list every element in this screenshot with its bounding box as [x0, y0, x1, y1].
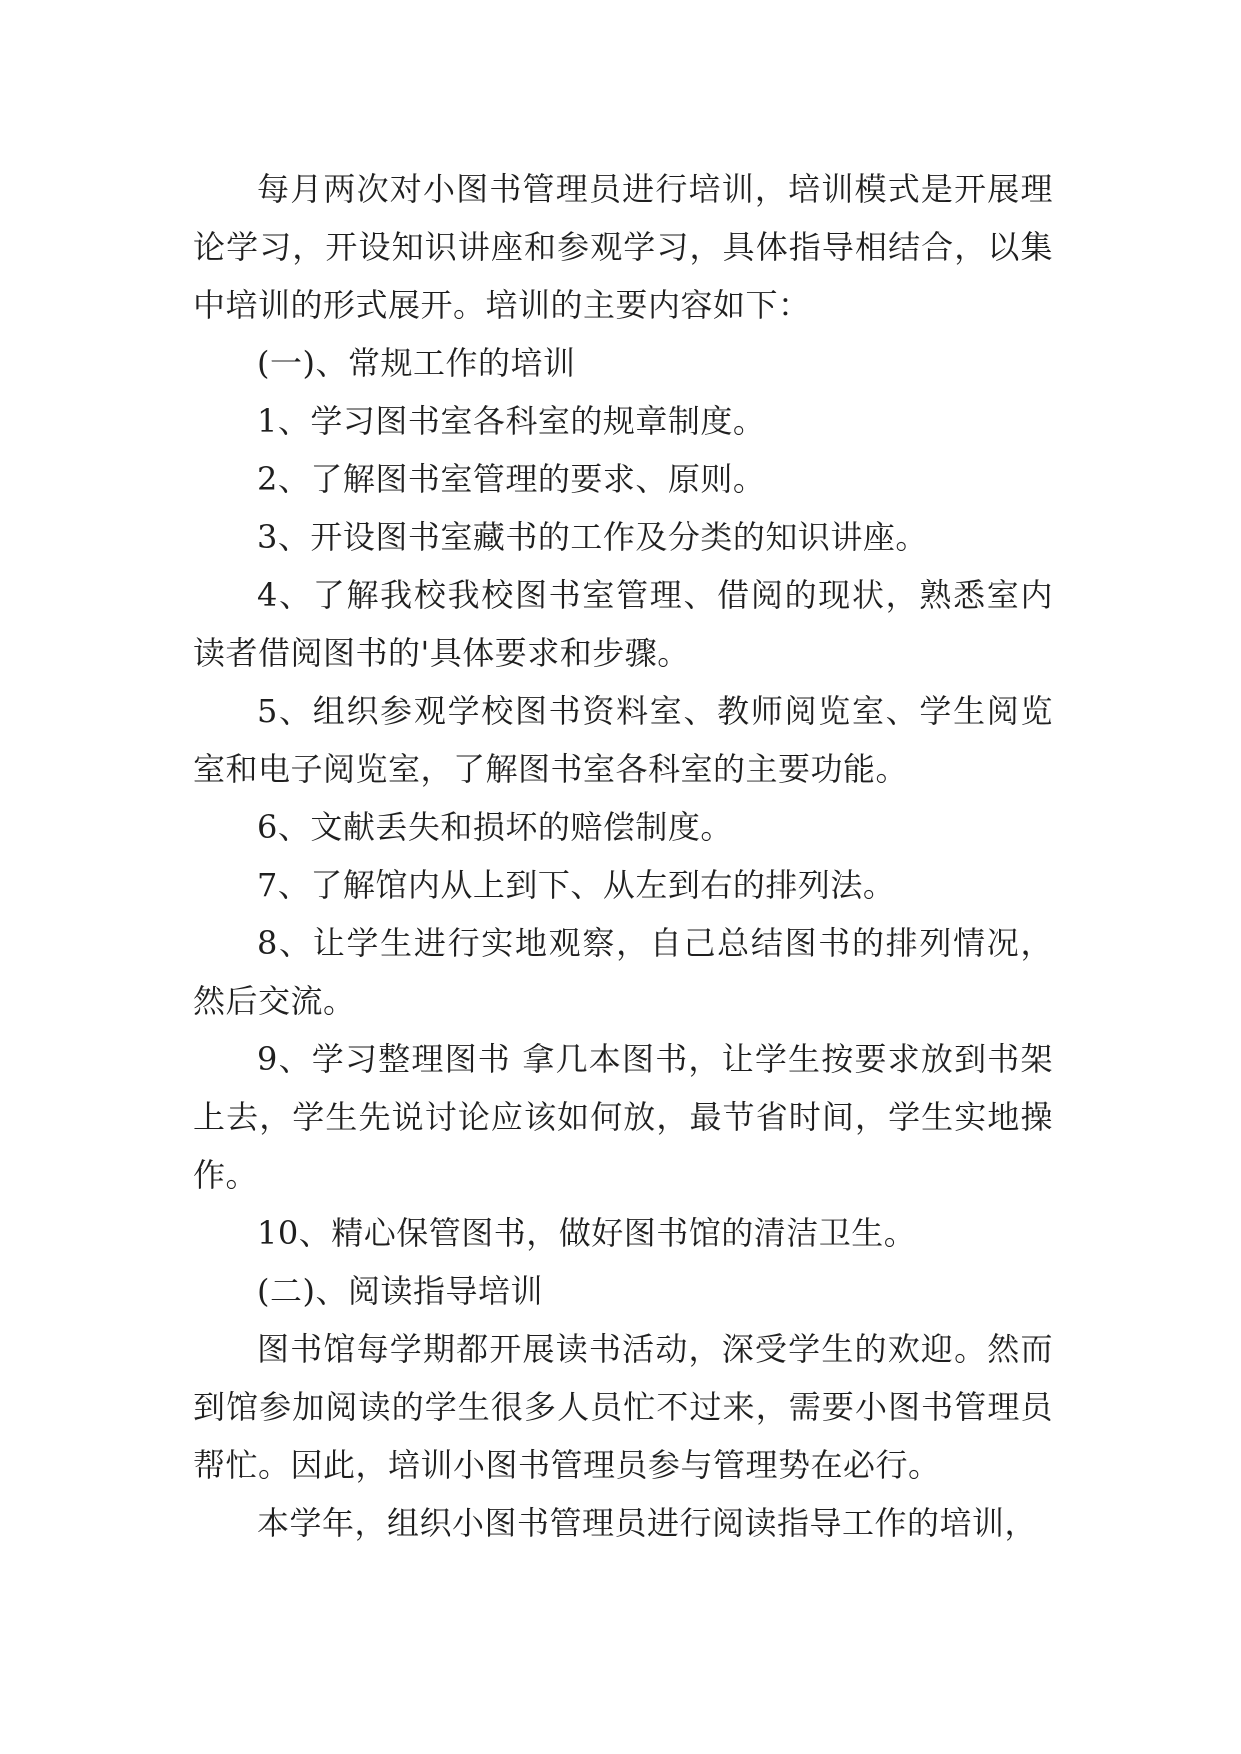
- list-item-9: 9、学习整理图书 拿几本图书，让学生按要求放到书架上去，学生先说讨论应该如何放，最节省时间，学生实地操作。: [193, 1040, 1053, 1194]
- document-body: [193, 160, 1053, 1552]
- list-item-10: 10、精心保管图书，做好图书馆的清洁卫生。: [257, 1214, 917, 1252]
- list-item-6: 6、文献丢失和损坏的赔偿制度。: [257, 808, 733, 846]
- list-item-2: 2、了解图书室管理的要求、原则。: [257, 460, 766, 498]
- list-item-1: 1、学习图书室各科室的规章制度。: [257, 402, 766, 440]
- section-heading-routine-training: (一)、常规工作的培训: [257, 344, 576, 382]
- paragraph-this-year: 本学年，组织小图书管理员进行阅读指导工作的培训，: [257, 1504, 1038, 1542]
- section-heading-reading-guidance: (二)、阅读指导培训: [257, 1272, 543, 1310]
- list-item-8: 8、让学生进行实地观察，自己总结图书的排列情况，然后交流。: [193, 924, 1053, 1020]
- list-item-3: 3、开设图书室藏书的工作及分类的知识讲座。: [257, 518, 928, 556]
- list-item-5: 5、组织参观学校图书资料室、教师阅览室、学生阅览室和电子阅览室，了解图书室各科室的主要功能。: [193, 692, 1053, 788]
- list-item-4: 4、了解我校我校图书室管理、借阅的现状，熟悉室内读者借阅图书的'具体要求和步骤。: [193, 576, 1053, 672]
- list-item-7: 7、了解馆内从上到下、从左到右的排列法。: [257, 866, 896, 904]
- paragraph-intro: 每月两次对小图书管理员进行培训，培训模式是开展理论学习，开设知识讲座和参观学习，具体指导相结合，以集中培训的形式展开。培训的主要内容如下：: [193, 170, 1053, 324]
- paragraph-reading-activity: 图书馆每学期都开展读书活动，深受学生的欢迎。然而到馆参加阅读的学生很多人员忙不过来，需要小图书管理员帮忙。因此，培训小图书管理员参与管理势在必行。: [193, 1330, 1053, 1484]
